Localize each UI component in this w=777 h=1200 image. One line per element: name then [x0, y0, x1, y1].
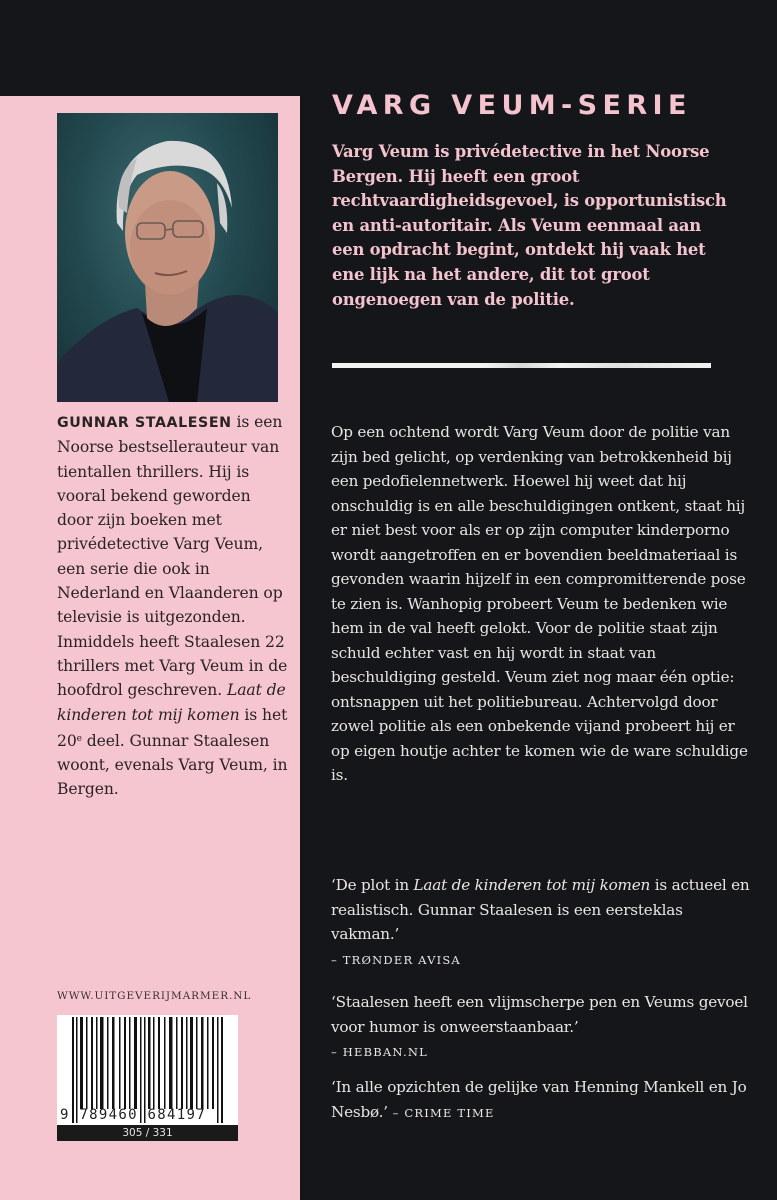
author-portrait-image — [57, 113, 278, 402]
quote-text-end: is actueel en realistisch. Gunnar Staalesen is een eersteklas vakman.’ — [331, 876, 750, 943]
author-name: GUNNAR STAALESEN — [57, 415, 232, 431]
review-quote — [331, 1075, 751, 1125]
series-description: Varg Veum is privédetective in het Noorse Bergen. Hij heeft een groot rechtvaardigheidsgevoel, is opportunistisch en anti-autoritair. Als Veum eenmaal aan een opdracht begint, ontdekt hij vaak het ene lijk na het andere, dit tot groot ongenoegen van de politie. — [332, 142, 727, 309]
bio-text-part2: is het 20 — [57, 705, 288, 750]
bio-text-part3: deel. Gunnar Staalesen woont, evenals Varg Veum, in Bergen. — [57, 731, 288, 799]
quote-source: – TRØNDER AVISA — [331, 952, 461, 967]
barcode — [57, 1015, 238, 1125]
section-divider — [332, 363, 711, 368]
series-title: VARG VEUM-SERIE — [332, 90, 692, 121]
bio-ordinal: e — [76, 733, 82, 744]
quote-source: – HEBBAN.NL — [331, 1045, 428, 1059]
quote-text: ‘De plot in — [331, 876, 414, 894]
review-quote — [331, 873, 751, 972]
bio-text-part1: is een Noorse bestsellerauteur van tientallen thrillers. Hij is vooral bekend geworden door zijn boeken met privédetective Varg Veum, een serie die ook in Nederland en Vlaanderen op televisie is uitgezonden. Inmiddels heeft Staalesen 22 thrillers met Varg Veum in de hoofdrol geschreven. — [57, 413, 288, 700]
author-photo — [57, 113, 278, 402]
author-bio — [57, 410, 289, 802]
quote-text: ‘Staalesen heeft een vlijmscherpe pen en Veums gevoel voor humor is onweerstaanbaar.’ — [331, 993, 748, 1036]
quote-text: ‘In alle opzichten de gelijke van Henning Mankell en Jo Nesbø.’ — [331, 1078, 747, 1121]
publisher-website[interactable]: WWW.UITGEVERIJMARMER.NL — [57, 990, 252, 1002]
barcode-label: 305 / 331 — [57, 1125, 238, 1141]
bio-book-title: Laat de kinderen tot mij komen — [57, 681, 286, 724]
review-quote — [331, 990, 751, 1065]
synopsis: Op een ochtend wordt Varg Veum door de politie van zijn bed gelicht, op verdenking van betrokkenheid bij een pedofielennetwerk. Hoewel hij weet dat hij onschuldig is en alle beschuldigingen ontkent, staat hij er niet best voor als er op zijn computer kinderporno wordt aangetroffen en er bovendien beeldmateriaal is gevonden waarin hijzelf in een compromitterende pose te zien is. Wanhopig probeert Veum te bedenken wie hem in de val heeft gelokt. Voor de politie staat zijn schuld echter vast en hij wordt in staat van beschuldiging gesteld. Veum ziet nog maar één optie: ontsnappen uit het politiebureau. Achtervolgd door zowel politie als een onbekende vijand probeert hij er op eigen houtje achter te komen wie de ware schuldige is. — [331, 423, 748, 784]
quote-book-title: Laat de kinderen tot mij komen — [413, 876, 651, 894]
isbn-digits: 9 789460 684197 — [60, 1107, 206, 1123]
quote-source: – CRIME TIME — [392, 1105, 495, 1120]
